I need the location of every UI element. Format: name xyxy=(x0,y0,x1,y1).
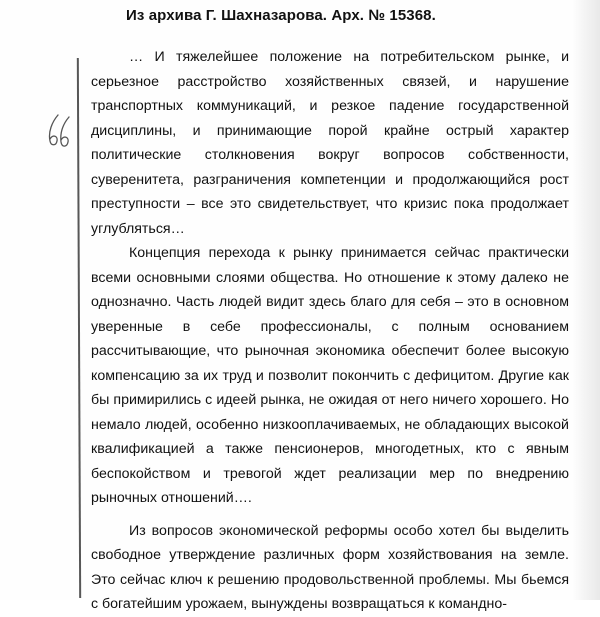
scan-edge-shadow xyxy=(572,0,600,600)
paragraph-2: Концепция перехода к рынку принимается сейчас практически всеми основными слоями общества. Но отношение к этому далеко не однозначно. Часть людей видит здесь благо для себя – это в основном уверенные в себе профессионалы, с полным основанием рассчитывающие, что рыночная экономика обеспечит более высокую компенсацию за их труд и позволит покончить с дефицитом. Другие как бы примирились с идеей рынка, не ожидая от него ничего хорошего. Но немало людей, особенно низкооплачиваемых, не обладающих высокой квалификацией а также пенсионеров, многодетных, кто с явным беспокойством и тревогой ждет реализации мер по внедрению рыночных отношений…. xyxy=(91,245,569,506)
paragraph-1: … И тяжелейшее положение на потребительском рынке, и серьезное расстройство хозяйственных связей, и нарушение транспортных коммуникаций, и резкое падение государственной дисциплины, и принимающие порой крайне острый характер политические столкновения вокруг вопросов собственности, суверенитета, разграничения компетенции и продолжающийся рост преступности – все это свидетельствует, что кризис пока продолжает углубляться… xyxy=(91,49,569,237)
paragraph-3: Из вопросов экономической реформы особо хотел бы выделить свободное утверждение различных форм хозяйствования на земле. Это сейчас ключ к решению продовольственной проблемы. Мы бьемся с богатейшим урожаем, вынуждены возвращаться к командно- xyxy=(91,522,569,612)
archive-header: Из архива Г. Шахназарова. Арх. № 15368. xyxy=(126,7,436,24)
handwritten-page-number xyxy=(44,112,72,152)
document-body xyxy=(91,45,569,617)
margin-line xyxy=(77,58,81,598)
